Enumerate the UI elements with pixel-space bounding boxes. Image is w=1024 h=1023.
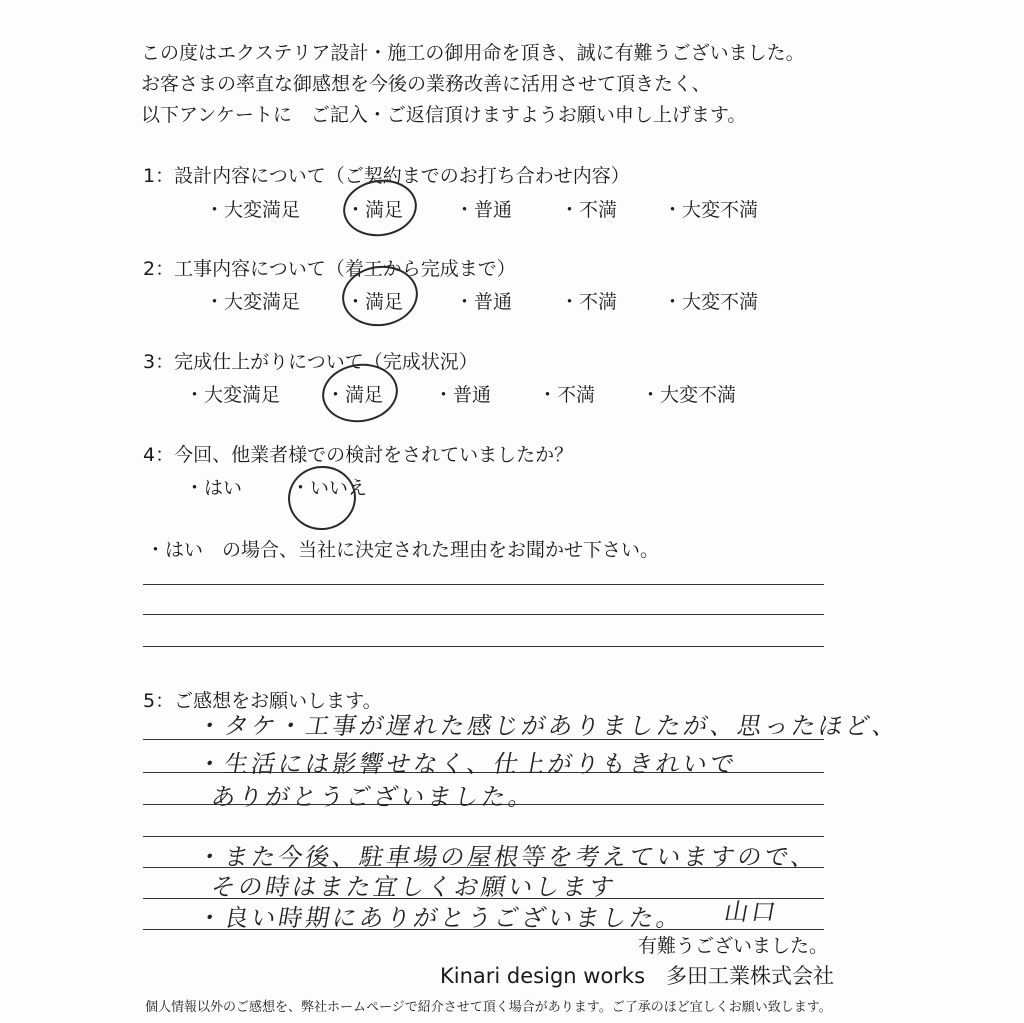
q1-option-very-satisfied[interactable]: ・大変満足 — [205, 199, 301, 221]
q3-option-satisfied[interactable]: ・満足 — [326, 384, 384, 406]
answer-line[interactable] — [143, 584, 824, 585]
q3-option-very-dissatisfied[interactable]: ・大変不満 — [641, 384, 737, 406]
q1-option-very-dissatisfied[interactable]: ・大変不満 — [663, 199, 759, 221]
thanks-text: 有難うございました。 — [638, 935, 829, 957]
handwritten-comment: ・良い時期にありがとうございました。 — [195, 904, 687, 932]
q1-option-normal[interactable]: ・普通 — [455, 199, 513, 221]
intro-line: 以下アンケートに ご記入・ご返信頂けますようお願い申し上げます。 — [141, 104, 747, 126]
q2-option-normal[interactable]: ・普通 — [455, 291, 513, 313]
handwritten-comment: ありがとうございました。 — [209, 783, 539, 811]
q2-option-very-satisfied[interactable]: ・大変満足 — [205, 291, 301, 313]
intro-line: この度はエクステリア設計・施工の御用命を頂き、誠に有難うございました。 — [141, 42, 805, 64]
q1-option-satisfied[interactable]: ・満足 — [346, 199, 404, 221]
q4-followup-label: ・はい の場合、当社に決定された理由をお聞かせ下さい。 — [146, 539, 660, 561]
q1-option-dissatisfied[interactable]: ・不満 — [560, 199, 618, 221]
handwritten-comment: ・タケ・工事が遅れた感じがありましたが、思ったほど、 — [195, 712, 903, 740]
handwritten-comment: その時はまた宜しくお願いします — [209, 873, 620, 901]
handwritten-comment: ・また今後、駐車場の屋根等を考えていますので、 — [195, 843, 821, 871]
q2-option-satisfied[interactable]: ・満足 — [346, 291, 404, 313]
question-3-title: 3：完成仕上がりについて（完成状況） — [143, 351, 478, 373]
company-name: Kinari design works 多田工業株式会社 — [440, 964, 835, 988]
q3-option-normal[interactable]: ・普通 — [434, 384, 492, 406]
q3-option-very-satisfied[interactable]: ・大変満足 — [185, 384, 281, 406]
question-1-title: 1：設計内容について（ご契約までのお打ち合わせ内容） — [143, 165, 630, 187]
answer-line[interactable] — [143, 614, 824, 615]
q2-option-dissatisfied[interactable]: ・不満 — [560, 291, 618, 313]
q3-option-dissatisfied[interactable]: ・不満 — [538, 384, 596, 406]
question-5-title: 5：ご感想をお願いします。 — [143, 690, 382, 712]
question-2-title: 2：工事内容について（着工から完成まで） — [143, 258, 516, 280]
handwritten-signature: 山口 — [722, 898, 782, 926]
question-4-title: 4：今回、他業者様での検討をされていましたか？ — [143, 444, 574, 466]
intro-line: お客さまの率直な御感想を今後の業務改善に活用させて頂きたく、 — [141, 73, 711, 95]
handwritten-comment: ・生活には影響せなく、仕上がりもきれいで — [195, 750, 740, 778]
intro-text — [141, 38, 805, 131]
q4-option-yes[interactable]: ・はい — [185, 477, 243, 499]
q4-option-no[interactable]: ・いいえ — [291, 477, 368, 499]
answer-line[interactable] — [143, 646, 824, 647]
privacy-note: 個人情報以外のご感想を、弊社ホームページで紹介させて頂く場合があります。ご了承のほど宜しくお願い致します。 — [145, 1000, 832, 1015]
q2-option-very-dissatisfied[interactable]: ・大変不満 — [663, 291, 759, 313]
